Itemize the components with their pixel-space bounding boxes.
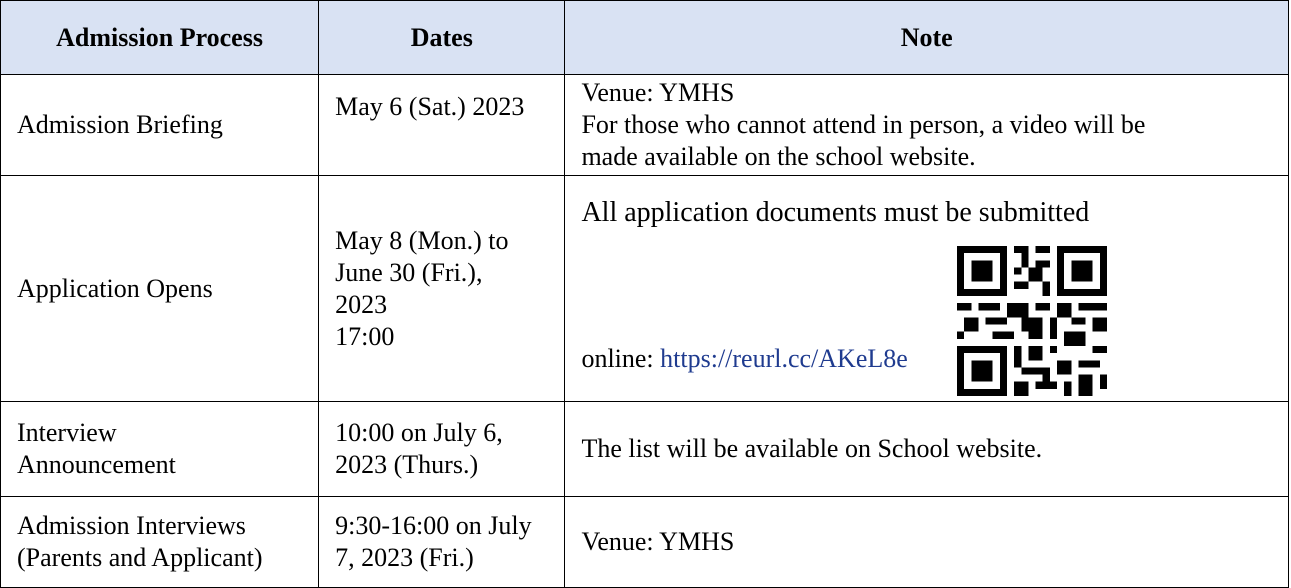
process-line: Interview <box>17 418 117 447</box>
date-line: 10:00 on July 6, <box>335 418 503 447</box>
note-line: Venue: YMHS <box>581 78 735 107</box>
process-cell <box>1 497 319 588</box>
process-cell <box>1 402 319 497</box>
table-row <box>1 402 1289 497</box>
application-link[interactable]: https://reurl.cc/AKeL8e <box>660 344 908 373</box>
table-row <box>1 497 1289 588</box>
header-note: Note <box>565 1 1289 75</box>
header-admission-process: Admission Process <box>1 1 319 75</box>
process-cell: Application Opens <box>1 176 319 402</box>
date-line: 17:00 <box>335 321 395 351</box>
date-line: 2023 <box>335 289 388 319</box>
note-prefix: online: <box>581 344 661 373</box>
qr-code-icon[interactable] <box>957 246 1107 396</box>
date-line: 7, 2023 (Fri.) <box>335 543 474 572</box>
process-line: (Parents and Applicant) <box>17 543 263 572</box>
date-line: May 8 (Mon.) to <box>335 225 509 255</box>
dates-cell <box>319 497 565 588</box>
dates-cell <box>319 402 565 497</box>
note-line: For those who cannot attend in person, a video will be <box>581 110 1146 139</box>
note-line <box>581 343 907 375</box>
dates-cell <box>319 176 565 402</box>
note-cell <box>565 176 1289 402</box>
date-line: 2023 (Thurs.) <box>335 450 479 479</box>
table-header-row <box>1 1 1289 75</box>
process-line: Announcement <box>17 450 176 479</box>
date-line: 9:30-16:00 on July <box>335 511 532 540</box>
process-cell: Admission Briefing <box>1 75 319 176</box>
note-cell: The list will be available on School website. <box>565 402 1289 497</box>
process-line: Admission Interviews <box>17 511 246 540</box>
note-line: made available on the school website. <box>581 142 976 171</box>
header-dates: Dates <box>319 1 565 75</box>
date-line: June 30 (Fri.), <box>335 257 483 287</box>
note-cell: Venue: YMHS <box>565 497 1289 588</box>
dates-cell: May 6 (Sat.) 2023 <box>319 75 565 176</box>
note-line: All application documents must be submitted <box>581 197 1090 228</box>
table-row <box>1 176 1289 402</box>
note-cell <box>565 75 1289 176</box>
table-row <box>1 75 1289 176</box>
